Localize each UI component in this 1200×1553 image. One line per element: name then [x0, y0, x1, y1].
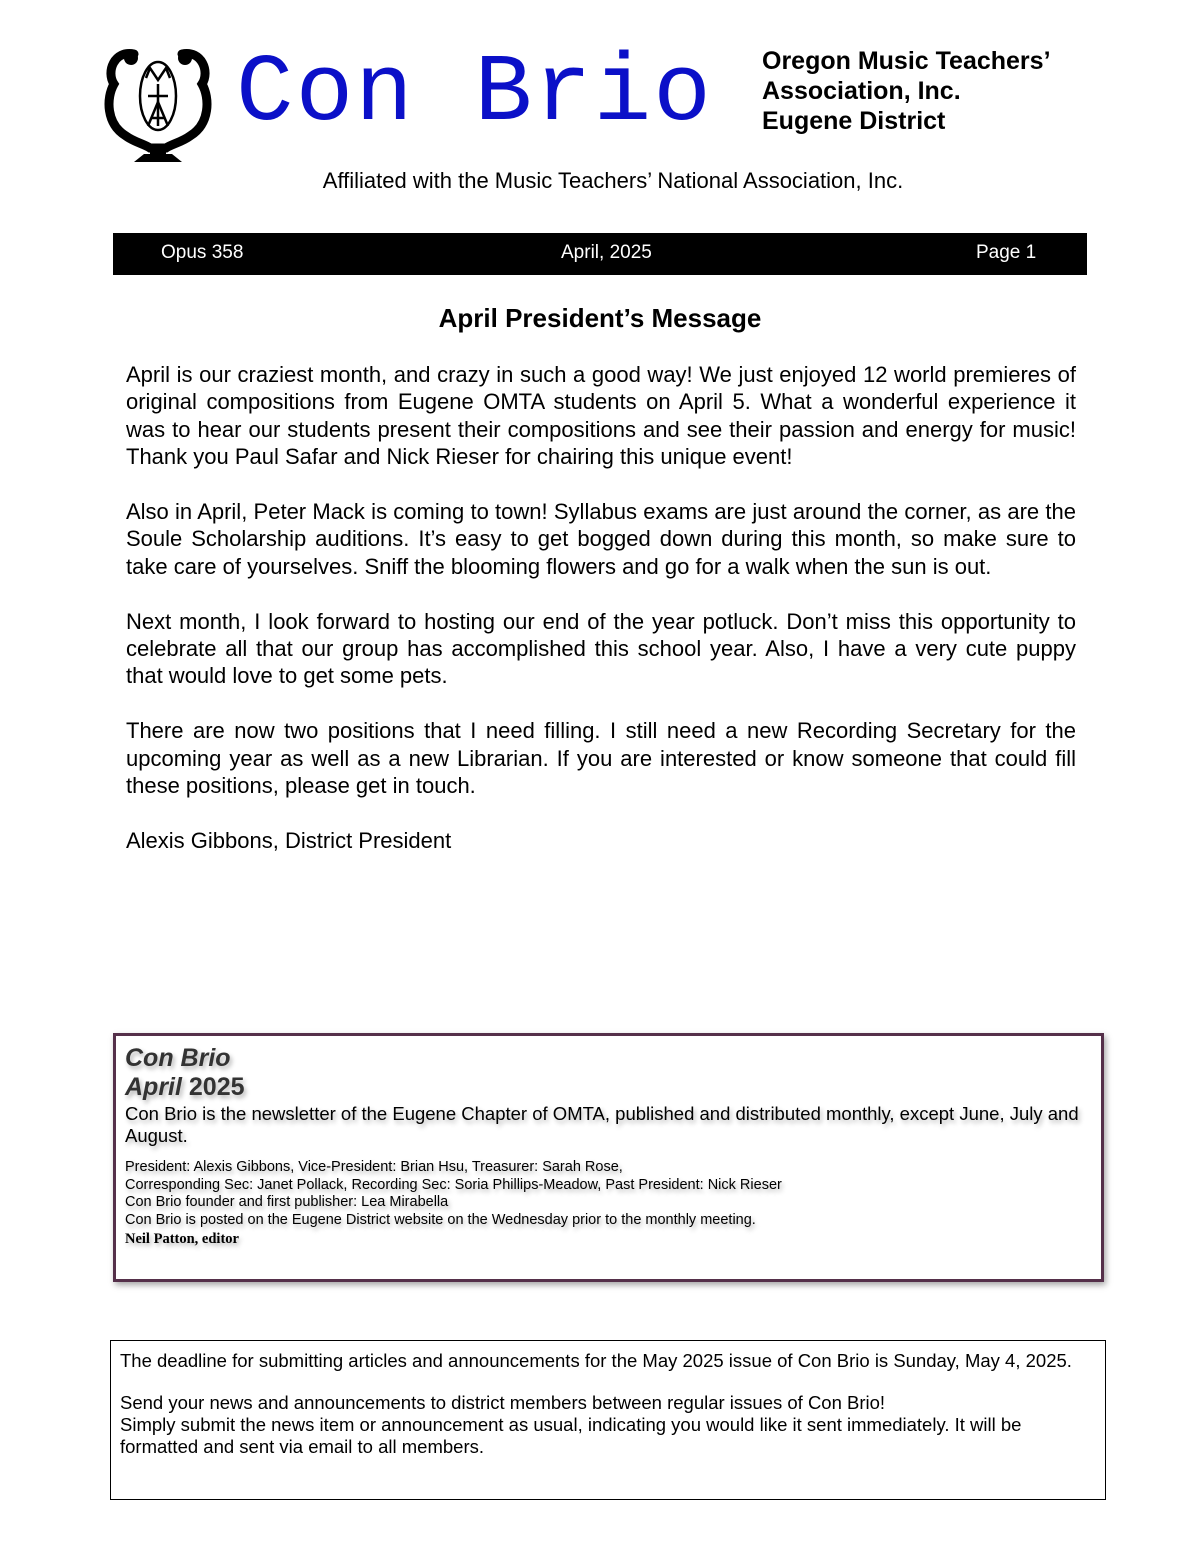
info-box-issue — [125, 1073, 1105, 1102]
message-paragraph: There are now two positions that I need filling. I still need a new Recording Secretary for the upcoming year as well as a new Librarian. If you are interested or know someone that could fill these positions, please get in touch. — [126, 718, 1076, 799]
article-title: April President’s Message — [438, 303, 762, 333]
masthead-title: Con Brio — [236, 39, 713, 148]
lyre-mta-logo-icon — [104, 44, 212, 166]
affiliation-line: Affiliated with the Music Teachers’ National Association, Inc. — [322, 168, 904, 193]
message-paragraph: Next month, I look forward to hosting our end of the year potluck. Don’t miss this opportunity to celebrate all that our group has accomplished this school year. Also, I have a very cute puppy that would love to get some pets. — [126, 608, 1076, 689]
deadline-box — [110, 1340, 1106, 1500]
issue-page-number: Page 1 — [976, 242, 1037, 263]
officer-line: President: Alexis Gibbons, Vice-President: Brian Hsu, Treasurer: Sarah Rose, — [125, 1159, 623, 1175]
editor-credit: Neil Patton, editor — [125, 1231, 239, 1248]
message-paragraph: Also in April, Peter Mack is coming to town! Syllabus exams are just around the corner, as are the Soule Scholarship auditions. It’s easy to get bogged down during this month, so make sure to take care of yourselves. Sniff the blooming flowers and go for a walk when the sun is out. — [126, 499, 1076, 579]
officer-line: Corresponding Sec: Janet Pollack, Recording Sec: Soria Phillips-Meadow, Past President: Nick Rieser — [125, 1176, 782, 1193]
org-line: Oregon Music Teachers’ — [762, 47, 1051, 75]
news-notice: Send your news and announcements to district members between regular issues of Con Brio! — [120, 1392, 886, 1413]
info-box-issue-month: April — [125, 1073, 182, 1101]
news-instructions: Simply submit the news item or announcement as usual, indicating you would like it sent immediately. It will be formatted and sent via email to all members. — [120, 1414, 1022, 1457]
issue-opus: Opus 358 — [161, 242, 244, 263]
organization-name — [762, 46, 1051, 136]
deadline-notice: The deadline for submitting articles and announcements for the May 2025 issue of Con Brio is Sunday, May 4, 2025. — [120, 1350, 1072, 1371]
message-paragraph: April is our craziest month, and crazy in such a good way! We just enjoyed 12 world premieres of original compositions from Eugene OMTA students on April 5. What a wonderful experience it was to hear our students present their compositions and see their passion and energy for music! Thank you Paul Safar and Nick Rieser for chairing this unique event! — [126, 362, 1076, 470]
message-signature: Alexis Gibbons, District President — [126, 827, 452, 853]
officer-line: Con Brio founder and first publisher: Lea Mirabella — [125, 1194, 449, 1211]
officer-list — [125, 1159, 1105, 1229]
org-line: Eugene District — [762, 107, 946, 135]
info-box-title: Con Brio — [125, 1044, 231, 1072]
presidents-message — [126, 361, 1076, 882]
newsletter-info-box — [113, 1033, 1104, 1282]
info-box-description: Con Brio is the newsletter of the Eugene Chapter of OMTA, published and distributed monthly, except June, July and August. — [125, 1103, 1079, 1146]
officer-line: Con Brio is posted on the Eugene District website on the Wednesday prior to the monthly meeting. — [125, 1211, 756, 1228]
info-box-issue-year: 2025 — [188, 1073, 245, 1101]
issue-date: April, 2025 — [561, 242, 652, 263]
org-line: Association, Inc. — [762, 77, 961, 105]
issue-bar — [113, 233, 1087, 275]
